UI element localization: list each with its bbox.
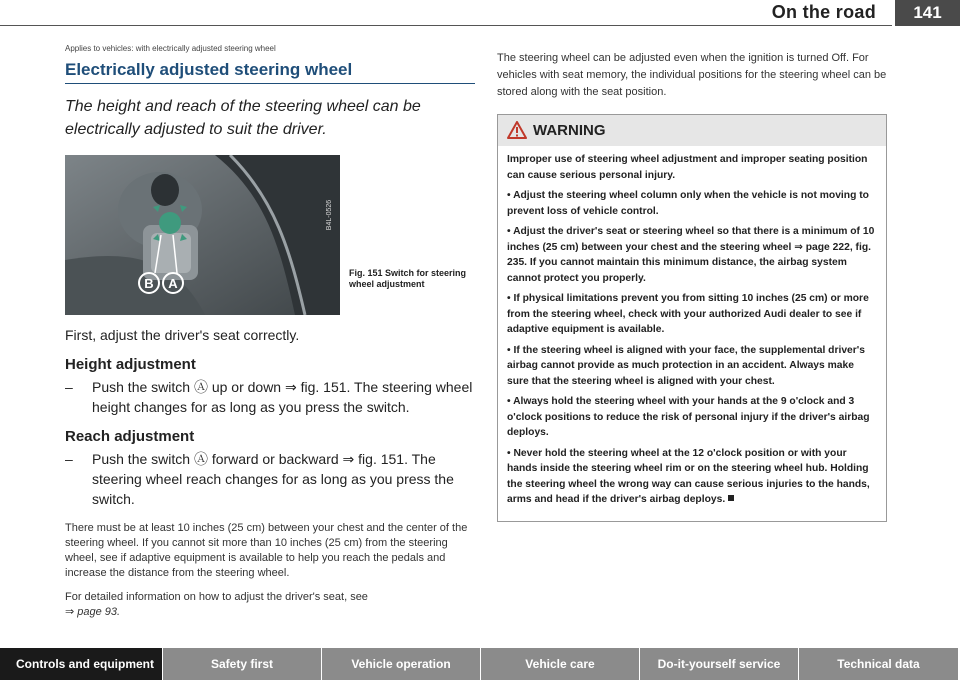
reach-adjustment-step [65,449,475,509]
left-column [65,44,475,620]
height-adjustment-text: Push the switch Ⓐ up or down ⇒ fig. 151. The steering wheel height changes for as long as you press the switch. [92,379,473,415]
header-rule [0,25,892,26]
running-header-title: On the road [771,2,876,22]
seat-reference-note [65,590,475,620]
warning-title: WARNING [533,121,606,139]
first-paragraph: First, adjust the driver's seat correctly. [65,327,300,343]
ignition-note: The steering wheel can be adjusted even when the ignition is turned Off. For vehicles with seat memory, the individual positions for the steering wheel can be stored along with the seat position. [497,52,887,98]
tab-vehicle-care[interactable]: Vehicle care [481,648,640,680]
switch-knob [159,212,181,234]
warning-box [497,114,887,522]
footer-tab-bar [0,648,960,680]
warning-triangle-icon [507,121,527,139]
distance-note: There must be at least 10 inches (25 cm) between your chest and the center of the steering wheel. If you cannot sit more than 10 inches (25 cm) from the steering wheel, see if adaptive equipment is available to help you reach the pedals and increase the distance from the steering wheel. [65,522,468,579]
tab-do-it-yourself-service[interactable]: Do-it-yourself service [640,648,799,680]
seat-reference-text: For detailed information on how to adjust the driver's seat, see [65,591,368,603]
reach-adjustment-heading: Reach adjustment [65,428,195,445]
warning-bullet-last [507,446,877,508]
height-adjustment-step [65,377,475,417]
list-dash: – [65,379,73,395]
figure-caption: Fig. 151 Switch for steering wheel adjustment [349,268,467,289]
end-square-icon [728,495,734,501]
figure-label-a: A [168,276,178,291]
height-adjustment-heading: Height adjustment [65,356,196,373]
section-title: Electrically adjusted steering wheel [65,60,475,84]
right-column [497,50,887,522]
list-dash: – [65,451,73,467]
tab-controls-and-equipment[interactable]: Controls and equipment [0,648,163,680]
warning-bullet: • If physical limitations prevent you from sitting 10 inches (25 cm) or more from the steering wheel, check with your authorized Audi dealer to see if adaptive equipment is available. [507,293,869,335]
warning-bullet-text: • Never hold the steering wheel at the 12 o'clock position or with your hands inside the steering wheel rim or on the steering wheel hub. Holding the steering wheel the wrong way can cause serious injuries to the hands, arms and head if the driver's airbag deploys. [507,447,870,505]
warning-bullet: • Always hold the steering wheel with your hands at the 9 o'clock and 3 o'clock positions to reduce the risk of personal injury if the driver's airbag deploys. [507,396,870,438]
warning-bullet: • Adjust the driver's seat or steering wheel so that there is a minimum of 10 inches (25 cm) between your chest and the steering wheel ⇒ page 222, fig. 235. If you cannot maintain this minimum distance, the airbag system cannot protect you properly. [507,226,875,284]
page-number: 141 [895,0,960,26]
warning-body [498,146,886,521]
applies-to-note: Applies to vehicles: with electrically adjusted steering wheel [65,44,276,53]
section-intro: The height and reach of the steering wheel can be electrically adjusted to suit the driver. [65,98,421,138]
steering-switch-photo [65,155,340,315]
warning-bullet: • If the steering wheel is aligned with your face, the supplemental driver's airbag cannot provide as much protection in an accident. Always make sure that the steering wheel is aligned with your chest. [507,344,865,387]
tab-technical-data[interactable]: Technical data [799,648,958,680]
reach-adjustment-text: Push the switch Ⓐ forward or backward ⇒ fig. 151. The steering wheel reach changes for as long as you press the switch. [92,451,454,507]
warning-header [498,115,886,146]
page-93-link[interactable]: ⇒ page 93. [65,606,121,618]
warning-bullet: • Adjust the steering wheel column only when the vehicle is not moving to prevent loss of vehicle control. [507,190,869,217]
tab-vehicle-operation[interactable]: Vehicle operation [322,648,481,680]
figure-label-b: B [144,276,154,291]
tab-safety-first[interactable]: Safety first [163,648,322,680]
steering-switch-illustration [65,155,340,315]
figure-151 [65,155,475,315]
warning-lead: Improper use of steering wheel adjustment and improper seating position can cause serious personal injury. [507,154,868,181]
figure-code: B4L-0526 [326,199,333,231]
